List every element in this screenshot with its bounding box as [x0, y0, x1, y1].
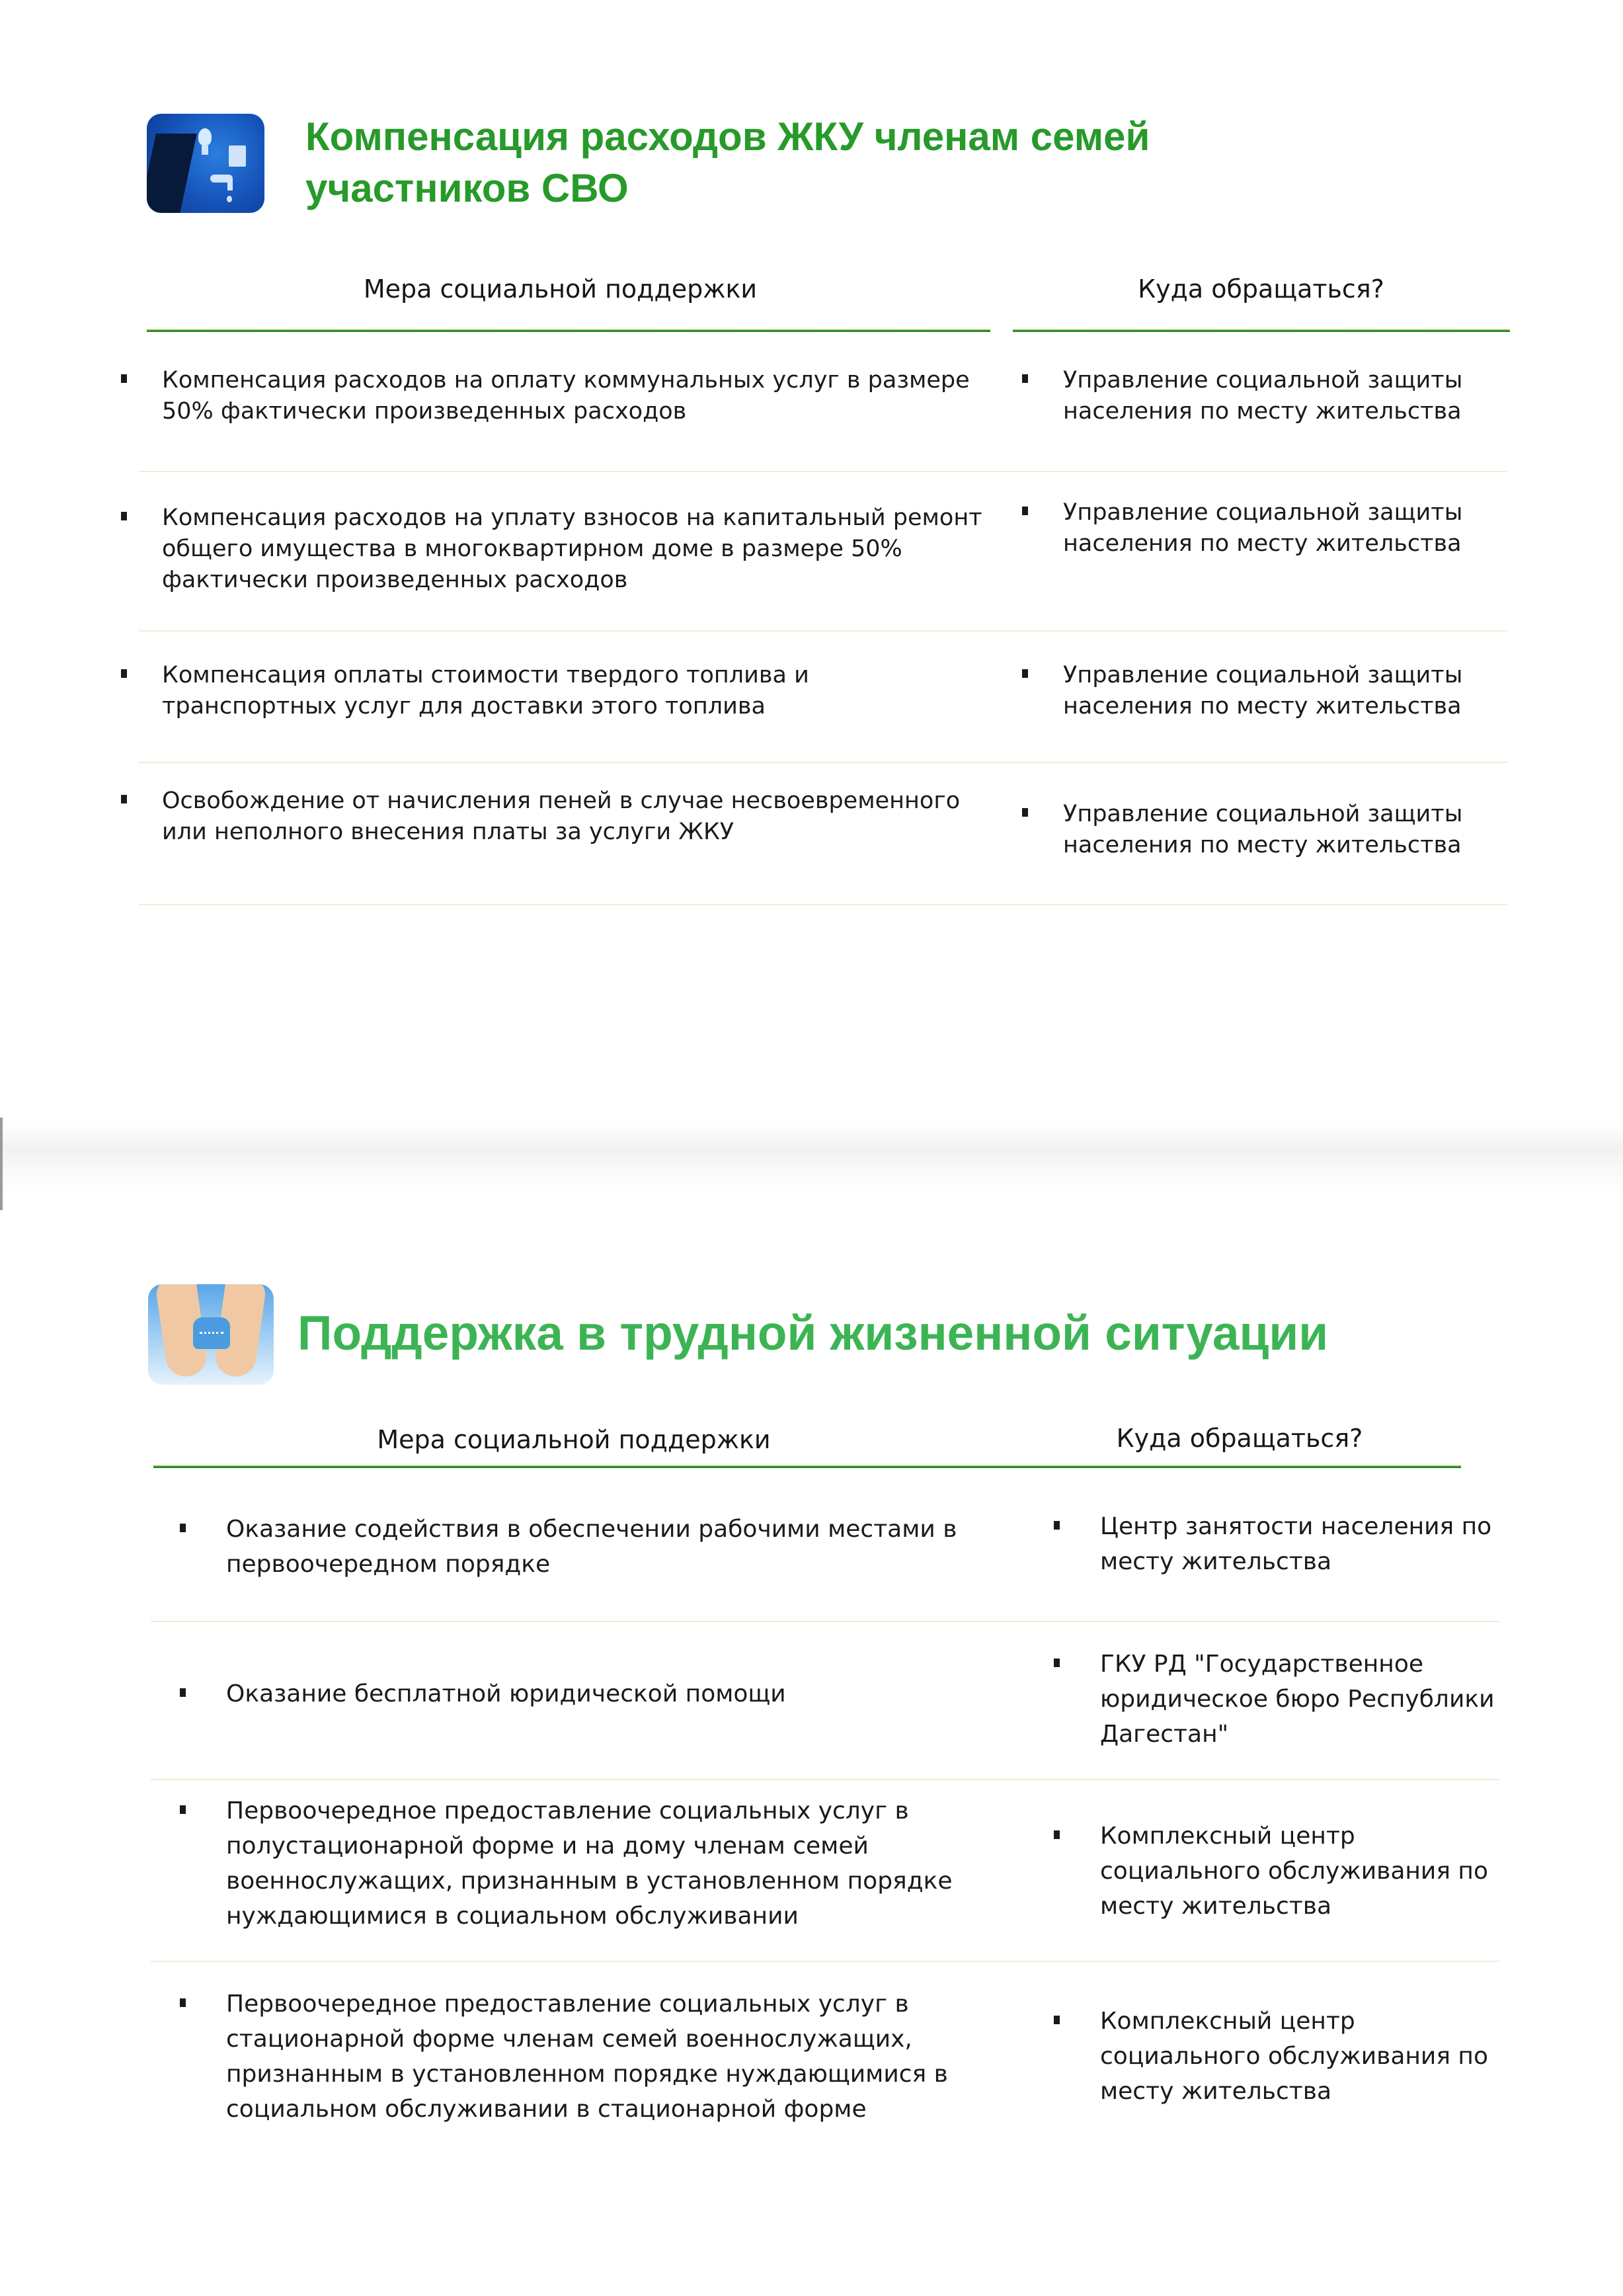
section-title: Компенсация расходов ЖКУ членам семей участников СВО	[305, 114, 1150, 210]
bullet-icon	[1054, 2016, 1060, 2024]
header-rule-right	[1013, 329, 1510, 332]
paper-fold-edge	[0, 1118, 3, 1210]
where-text: Управление социальной защиты населения по месту жительства	[1063, 662, 1463, 719]
measure-text: Компенсация расходов на уплату взносов на капитальный ремонт общего имущества в многоквартирном доме в размере 50% фактически произведенных расходов	[162, 505, 982, 593]
list-item-measure	[162, 365, 988, 427]
measure-text: Освобождение от начисления пеней в случае несвоевременного или неполного внесения платы за услуги ЖКУ	[162, 788, 961, 845]
list-item-where	[1100, 1647, 1497, 1752]
bullet-icon	[121, 669, 127, 678]
utilities-icon	[147, 114, 264, 213]
bullet-icon	[121, 795, 127, 803]
column-header-measure: Мера социальной поддержки	[377, 1425, 771, 1454]
row-divider	[151, 1621, 1499, 1622]
row-divider	[151, 1961, 1499, 1962]
bullet-icon	[180, 1998, 186, 2007]
list-item-where	[1063, 365, 1499, 427]
column-header-measure: Мера социальной поддержки	[363, 274, 758, 304]
list-item-where	[1100, 2004, 1497, 2109]
row-divider	[139, 904, 1507, 905]
measure-text: Первоочередное предоставление социальных услуг в стационарной форме членам семей военнослужащих, признанным в установленном порядке нуждающимися в социальном обслуживании в стационарной форме	[226, 1990, 948, 2123]
list-item-where	[1063, 799, 1499, 861]
bullet-icon	[1022, 507, 1028, 515]
measure-text: Первоочередное предоставление социальных услуг в полустационарной форме и на дому членам семей военнослужащих, признанным в установленном порядке нуждающимися в социальном обслуживании	[226, 1797, 953, 1930]
paper-fold-shadow	[0, 1124, 1623, 1197]
list-item-measure	[226, 1987, 1000, 2127]
list-item-measure	[162, 503, 988, 596]
list-item-measure	[226, 1512, 1000, 1582]
measure-text: Оказание содействия в обеспечении рабочими местами в первоочередном порядке	[226, 1516, 957, 1578]
list-item-where	[1063, 660, 1499, 722]
row-divider	[139, 630, 1507, 632]
bullet-icon	[1054, 1521, 1060, 1530]
list-item-measure	[162, 660, 988, 722]
column-header-where: Куда обращаться?	[1116, 1424, 1363, 1453]
where-text: Управление социальной защиты населения по месту жительства	[1063, 367, 1463, 425]
where-text: Комплексный центр социального обслуживания по месту жительства	[1100, 1823, 1488, 1920]
header-rule	[153, 1465, 1461, 1468]
list-item-measure	[162, 786, 988, 848]
header-rule-left	[147, 329, 990, 332]
bullet-icon	[121, 374, 127, 383]
bullet-icon	[1022, 374, 1028, 383]
list-item-where	[1063, 497, 1499, 559]
row-divider	[139, 762, 1507, 763]
column-header-where: Куда обращаться?	[1138, 274, 1384, 304]
bullet-icon	[1022, 669, 1028, 678]
measure-text: Компенсация оплаты стоимости твердого топлива и транспортных услуг для доставки этого топлива	[162, 662, 809, 719]
measure-text: Компенсация расходов на оплату коммунальных услуг в размере 50% фактически произведенных расходов	[162, 367, 970, 425]
list-item-where	[1100, 1819, 1497, 1924]
hands-house-icon	[148, 1284, 274, 1385]
bullet-icon	[1054, 1659, 1060, 1667]
measure-text: Оказание бесплатной юридической помощи	[226, 1680, 786, 1707]
bullet-icon	[180, 1805, 186, 1814]
bullet-icon	[121, 512, 127, 520]
where-text: Комплексный центр социального обслуживания по месту жительства	[1100, 2008, 1488, 2105]
where-text: Управление социальной защиты населения по месту жительства	[1063, 499, 1463, 557]
row-divider	[151, 1779, 1499, 1780]
section-title: Поддержка в трудной жизненной ситуации	[297, 1307, 1329, 1360]
where-text: ГКУ РД "Государственное юридическое бюро Республики Дагестан"	[1100, 1651, 1495, 1748]
bullet-icon	[180, 1688, 186, 1697]
bullet-icon	[1054, 1830, 1060, 1839]
list-item-where	[1100, 1509, 1497, 1579]
list-item-measure	[226, 1676, 1000, 1711]
bullet-icon	[1022, 808, 1028, 817]
bullet-icon	[180, 1524, 186, 1532]
row-divider	[139, 471, 1507, 472]
where-text: Центр занятости населения по месту жительства	[1100, 1513, 1492, 1575]
list-item-measure	[226, 1793, 1000, 1934]
where-text: Управление социальной защиты населения по месту жительства	[1063, 801, 1463, 858]
